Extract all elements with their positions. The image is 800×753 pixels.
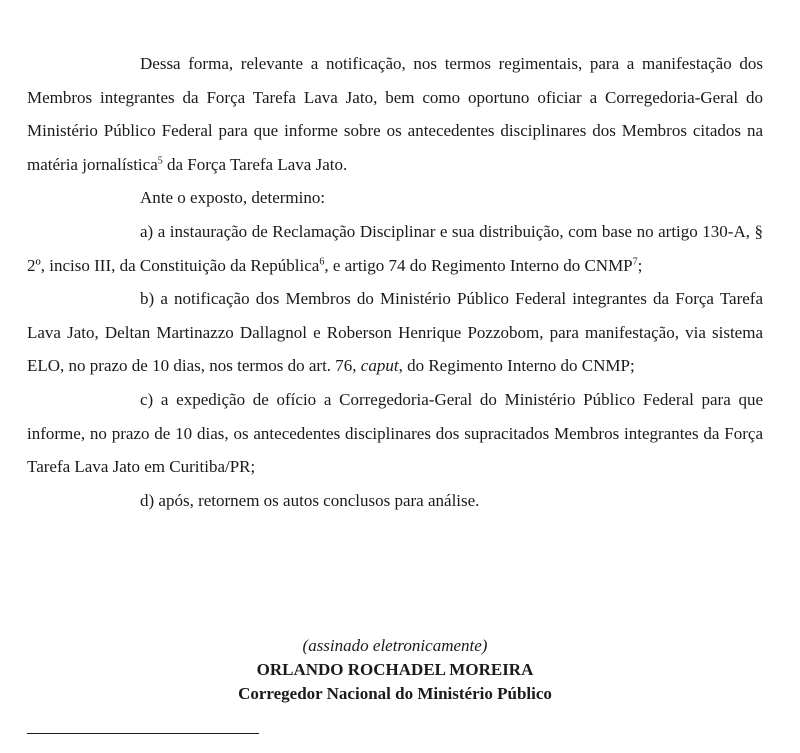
footnote-ref: 5 <box>157 155 163 167</box>
item-text: , e artigo 74 do Regimento Interno do CNMP <box>324 255 633 275</box>
signature-note: (assinado eletronicamente) <box>302 636 488 655</box>
signature-block <box>27 634 763 706</box>
item-text: b) a notificação dos Membros do Ministério Público Federal integrantes da Força Tarefa Lava Jato, Deltan Martinazzo Dallagnol e Roberson Henrique Pozzobom, para manifestação, via sistema ELO, no prazo de 10 dias, nos termos do art. 76, <box>27 289 763 376</box>
paragraph-determination: Ante o exposto, determino: <box>140 188 326 208</box>
item-b <box>27 282 763 383</box>
item-d: d) após, retornem os autos conclusos para análise. <box>140 490 480 510</box>
item-a <box>27 215 763 282</box>
footnote-divider <box>27 733 259 734</box>
item-text: ; <box>637 255 643 275</box>
signatory-name: ORLANDO ROCHADEL MOREIRA <box>256 660 534 679</box>
item-text: , do Regimento Interno do CNMP; <box>398 356 635 376</box>
item-text: a) a instauração de Reclamação Disciplinar e sua distribuição, com base no artigo 130-A, § 2º, inciso III, da Constituição da República <box>27 221 763 275</box>
item-italic-text: caput <box>360 356 399 376</box>
item-c: c) a expedição de ofício a Corregedoria-Geral do Ministério Público Federal para que informe, no prazo de 10 dias, os antecedentes disciplinares dos supracitados Membros integrantes da Força Tarefa Lava Jato em Curitiba/PR; <box>27 389 763 477</box>
footnote-ref: 7 <box>632 255 638 267</box>
signatory-role: Corregedor Nacional do Ministério Público <box>238 684 552 703</box>
paragraph-notification <box>27 47 763 181</box>
paragraph-text: Dessa forma, relevante a notificação, nos termos regimentais, para a manifestação dos Membros integrantes da Força Tarefa Lava Jato, bem como oportuno oficiar a Corregedoria-Geral do Ministério Público Federal para que informe sobre os antecedentes disciplinares dos Membros citados na matéria jornalística <box>27 54 763 174</box>
document-body <box>27 47 763 517</box>
paragraph-text: da Força Tarefa Lava Jato. <box>162 154 348 174</box>
footnote-ref: 6 <box>319 255 325 267</box>
